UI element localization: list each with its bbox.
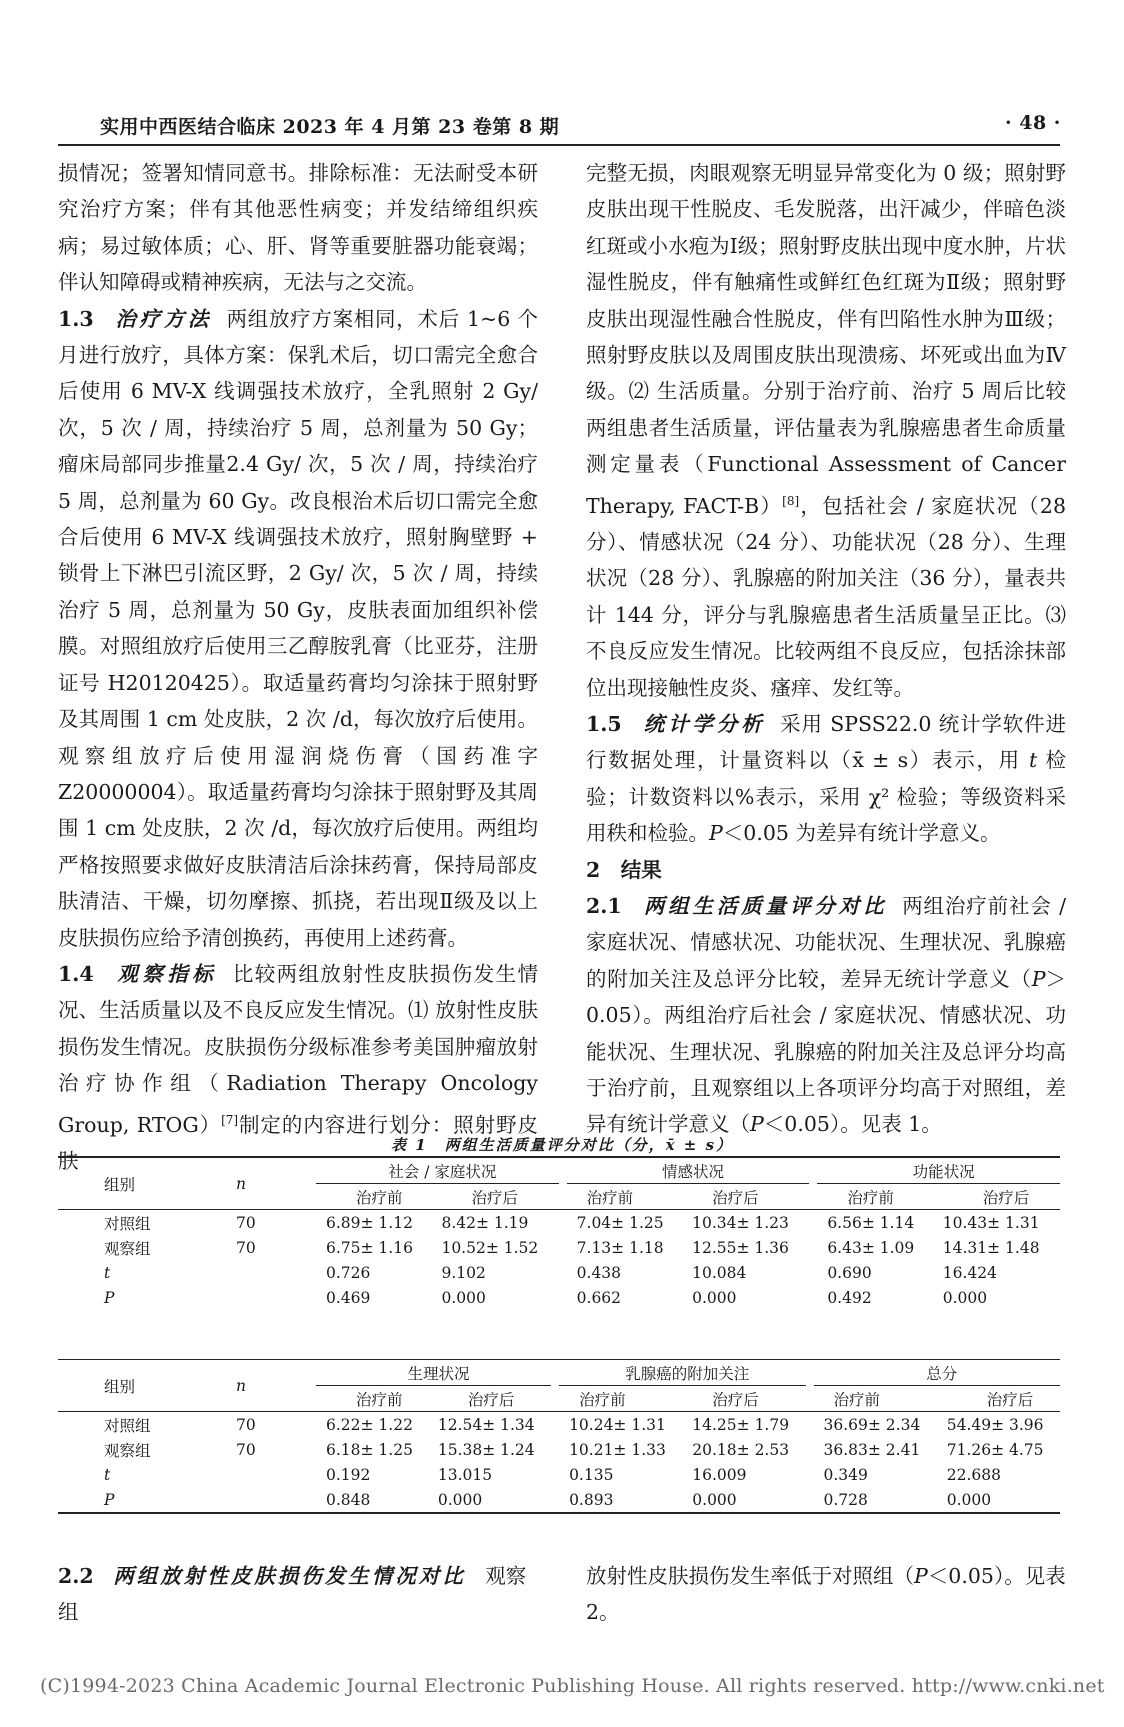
right-column [586, 155, 1066, 1143]
row-label: 观察组 [104, 1239, 151, 1258]
sub-header-after: 治疗后 [471, 1188, 518, 1207]
symbol-p: P [709, 821, 723, 846]
table-cell: 22.688 [946, 1465, 1001, 1484]
sub-header-before: 治疗前 [579, 1390, 626, 1409]
sub-header-after: 治疗后 [982, 1188, 1030, 1207]
section-body: 放射性皮肤损伤发生率低于对照组（ [586, 1564, 914, 1588]
symbol-p: P [914, 1564, 928, 1588]
quality-table-top [58, 1156, 1060, 1310]
sub-header-after: 治疗后 [712, 1390, 759, 1409]
section-2-2-continued [586, 1558, 1066, 1630]
table-cell: 0.000 [942, 1288, 988, 1307]
table-cell: 0.000 [692, 1490, 737, 1509]
col-header-breast-concern: 乳腺癌的附加关注 [559, 1360, 805, 1386]
col-header-social: 社会 / 家庭状况 [316, 1157, 559, 1184]
table-cell: 10.084 [692, 1263, 747, 1282]
table-row [58, 1462, 1060, 1487]
table-cell: 0.000 [441, 1288, 486, 1307]
table-cell: 6.18± 1.25 [326, 1440, 413, 1459]
section-body: ＜0.05 为差异有统计学意义。 [722, 821, 1001, 846]
table-cell: 6.75± 1.16 [326, 1238, 413, 1257]
section-1-5 [586, 706, 1066, 852]
col-header-functional: 功能状况 [817, 1157, 1060, 1184]
table-row [58, 1285, 1060, 1310]
table-cell: 0.492 [827, 1288, 872, 1307]
table-cell: 0.000 [437, 1490, 483, 1509]
sub-header-after: 治疗后 [986, 1390, 1034, 1409]
section-title: 观察指标 [117, 961, 218, 986]
quality-table-bottom [58, 1359, 1060, 1514]
table-cell: 36.69± 2.34 [814, 1412, 937, 1438]
table-cell: 6.43± 1.09 [827, 1238, 915, 1257]
section-body: 两组治疗前社会 / 家庭状况、情感状况、功能状况、生理状况、乳腺癌的附加关注及总评分比较，差异无统计学意义（ [586, 893, 1066, 991]
table-cell: 0.726 [326, 1263, 371, 1282]
table-cell: 12.54± 1.34 [428, 1412, 551, 1438]
table-cell: 0.192 [326, 1465, 371, 1484]
row-label: t [104, 1465, 111, 1484]
sub-header-after: 治疗后 [712, 1188, 759, 1207]
section-number: 1.3 [58, 306, 94, 331]
cell-n [226, 1487, 316, 1513]
section-2-1 [586, 888, 1066, 1143]
table-cell: 12.55± 1.36 [692, 1238, 789, 1257]
row-label: 观察组 [104, 1441, 151, 1460]
table-cell: 0.662 [576, 1288, 622, 1307]
section-title: 统计学分析 [643, 711, 766, 736]
table-cell: 20.18± 2.53 [692, 1440, 790, 1459]
row-label: 对照组 [58, 1210, 226, 1236]
table-cell: 15.38± 1.24 [437, 1440, 535, 1459]
table-cell: 10.34± 1.23 [682, 1210, 809, 1236]
left-column [58, 155, 538, 1179]
table-cell: 0.728 [823, 1490, 868, 1509]
table-cell: 54.49± 3.96 [937, 1412, 1060, 1438]
table-row [58, 1210, 1060, 1236]
table-row [58, 1437, 1060, 1462]
table-cell: 14.25± 1.79 [682, 1412, 805, 1438]
sub-header-before: 治疗前 [586, 1188, 634, 1207]
header-rule [58, 144, 1060, 146]
paragraph-text: 完整无损，肉眼观察无明显异常变化为 0 级；照射野皮肤出现干性脱皮、毛发脱落，出汗减少，伴暗色淡红斑或小水疱为Ⅰ级；照射野皮肤出现中度水肿，片状湿性脱皮，伴有触痛性或鲜红色红斑为Ⅱ级；照射野皮肤出现湿性融合性脱皮，伴有凹陷性水肿为Ⅲ级；照射野皮肤以及周围皮肤出现溃疡、坏死或出血为Ⅳ级。⑵ 生活质量。分别于治疗前、治疗 5 周后比较两组患者生活质量，评估量表为乳腺癌患者生命质量测定量表（Functional Assessment of Cancer Therapy, FACT-B） [586, 161, 1066, 518]
row-label: t [104, 1263, 111, 1282]
table-row [58, 1412, 1060, 1438]
row-label: P [104, 1490, 115, 1509]
section-body: 采用 SPSS22.0 统计学软件进行数据处理，计量资料以（x̄ ± s）表示，用 [586, 711, 1066, 773]
table-cell: 0.848 [326, 1490, 371, 1509]
table-cell: 10.21± 1.33 [569, 1440, 666, 1459]
section-number: 2.1 [586, 893, 622, 918]
table-cell: 0.349 [823, 1465, 868, 1484]
cell-n: 70 [236, 1238, 256, 1257]
symbol-p: P [750, 1112, 764, 1137]
paragraph-exclusion: 损情况；签署知情同意书。排除标准：无法耐受本研究治疗方案；伴有其他恶性病变；并发结缔组织疾病；易过敏体质；心、肝、肾等重要脏器功能衰竭；伴认知障碍或精神疾病，无法与之交流。 [58, 161, 538, 295]
table-title: 表 1 两组生活质量评分对比（分，x̄ ± s） [390, 1136, 734, 1154]
table-cell: 0.690 [827, 1263, 872, 1282]
section-body: 比较两组放射性皮肤损伤发生情况、生活质量以及不良反应发生情况。⑴ 放射性皮肤损伤发生情况。皮肤损伤分级标准参考美国肿瘤放射治疗协作组（Radiation Therapy Oncology Group, RTOG） [58, 961, 538, 1137]
section-title: 治疗方法 [115, 306, 213, 331]
table-row [58, 1235, 1060, 1260]
col-header-n: n [236, 1174, 246, 1193]
section-2-heading: 2 结果 [586, 857, 662, 882]
table-cell: 0.893 [569, 1490, 614, 1509]
section-body: 检验；计数资料以%表示，采用 χ² 检验；等级资料采用秩和检验。 [586, 748, 1066, 846]
table-cell: 36.83± 2.41 [823, 1440, 921, 1459]
cell-n [226, 1260, 316, 1285]
sub-header-before: 治疗前 [356, 1188, 403, 1207]
section-body: 两组放疗方案相同，术后 1~6 个月进行放疗，具体方案：保乳术后，切口需完全愈合后使用 6 MV-X 线调强技术放疗，全乳照射 2 Gy/ 次，5 次 / 周，持续治疗 5 周，总剂量为 50 Gy；瘤床局部同步推量2.4 Gy/ 次，5 次 / 周，持续治疗 5 周，总剂量为 60 Gy。改良根治术后切口需完全愈合后使用 6 MV-X 线调强技术放疗，照射胸壁野 + 锁骨上下淋巴引流区野，2 Gy/ 次，5 次 / 周，持续治疗 5 周，总剂量为 50 Gy，皮肤表面加组织补偿膜。对照组放疗后使用三乙醇胺乳膏（比亚芬，注册证号 H20120425）。取适量药膏均匀涂抹于照射野及其周围 1 cm 处皮肤，2 次 /d，每次放疗后使用。观察组放疗后使用湿润烧伤膏（国药准字 Z20000004）。取适量药膏均匀涂抹于照射野及其周围 1 cm 处皮肤，2 次 /d，每次放疗后使用。两组均严格按照要求做好皮肤清洁后涂抹药膏，保持局部皮肤清洁、干燥，切勿摩擦、抓挠，若出现Ⅱ级及以上皮肤损伤应给予清创换药，再使用上述药膏。 [58, 306, 538, 950]
copyright-notice: (C)1994-2023 China Academic Journal Electronic Publishing House. All rights reserved. http://www.cnki.net [40, 1675, 1105, 1697]
table-cell: 13.015 [437, 1465, 493, 1484]
col-header-total: 总分 [814, 1360, 1061, 1386]
table-cell: 10.43± 1.31 [933, 1210, 1060, 1236]
table-cell: 9.102 [441, 1263, 486, 1282]
table-cell: 0.000 [692, 1288, 737, 1307]
table-cell: 0.438 [576, 1263, 622, 1282]
table-cell: 6.22± 1.22 [316, 1412, 428, 1438]
page-number: · 48 · [1005, 112, 1061, 134]
cell-n [226, 1462, 316, 1487]
section-body-tail: 制定的内容进行划分：照射野皮肤 [58, 1112, 538, 1173]
symbol-t: t [1029, 748, 1038, 773]
row-label: 对照组 [58, 1412, 226, 1438]
section-number: 1.4 [58, 961, 94, 986]
col-header-group: 组别 [104, 1175, 136, 1194]
col-header-emotional: 情感状况 [567, 1157, 810, 1184]
table-cell: 7.13± 1.18 [576, 1238, 664, 1257]
table-cell: 10.24± 1.31 [559, 1412, 682, 1438]
table-cell: 10.52± 1.52 [441, 1238, 539, 1257]
cell-n: 70 [226, 1412, 316, 1438]
paragraph-grading [586, 155, 1066, 706]
table-cell: 0.000 [946, 1490, 992, 1509]
row-label: P [104, 1288, 115, 1307]
table-cell: 6.89± 1.12 [316, 1210, 431, 1236]
sub-header-before: 治疗前 [847, 1188, 894, 1207]
table-cell: 0.469 [326, 1288, 371, 1307]
table-cell: 71.26± 4.75 [946, 1440, 1044, 1459]
sub-header-after: 治疗后 [467, 1390, 515, 1409]
section-body: ＞0.05）。两组治疗后社会 / 家庭状况、情感状况、功能状况、生理状况、乳腺癌的附加关注及总评分均高于治疗前，且观察组以上各项评分均高于对照组，差异有统计学意义（ [586, 966, 1066, 1137]
sub-header-before: 治疗前 [356, 1390, 403, 1409]
section-body: ＜0.05）。见表2。 [586, 1564, 1066, 1624]
cell-n [226, 1285, 316, 1310]
table-row [58, 1260, 1060, 1285]
table-cell: 7.04± 1.25 [567, 1210, 682, 1236]
section-body: ＜0.05）。见表 1。 [763, 1112, 942, 1137]
section-title: 两组生活质量评分对比 [643, 893, 888, 918]
table-cell: 16.009 [692, 1465, 747, 1484]
paragraph-text: ，包括社会 / 家庭状况（28 分）、情感状况（24 分）、功能状况（28 分）、生理状况（28 分）、乳腺癌的附加关注（36 分），量表共计 144 分，评分与乳腺癌患者生活质量呈正比。⑶ 不良反应发生情况。比较两组不良反应，包括涂抹部位出现接触性皮炎、瘙痒、发红等。 [586, 493, 1066, 700]
section-2-2-start [58, 1558, 538, 1630]
table-row [58, 1487, 1060, 1513]
col-header-n: n [236, 1376, 246, 1395]
cell-n: 70 [226, 1210, 316, 1236]
section-body: 观察组 [58, 1564, 527, 1624]
table-cell: 6.56± 1.14 [817, 1210, 932, 1236]
journal-header: 实用中西医结合临床 2023 年 4 月第 23 卷第 8 期 [100, 116, 560, 138]
section-1-3 [58, 301, 538, 956]
table-cell: 0.135 [569, 1465, 614, 1484]
citation-ref: [7] [221, 1112, 239, 1127]
citation-ref: [8] [782, 493, 800, 508]
table-cell: 8.42± 1.19 [431, 1210, 558, 1236]
section-number: 1.5 [586, 711, 622, 736]
sub-header-before: 治疗前 [833, 1390, 881, 1409]
col-header-physical: 生理状况 [316, 1360, 551, 1386]
col-header-group: 组别 [104, 1377, 136, 1396]
section-number: 2.2 [58, 1564, 94, 1588]
cell-n: 70 [236, 1440, 256, 1459]
table-cell: 14.31± 1.48 [942, 1238, 1040, 1257]
section-title: 两组放射性皮肤损伤发生情况对比 [113, 1564, 466, 1588]
table-cell: 16.424 [942, 1263, 998, 1282]
symbol-p: P [1031, 966, 1046, 991]
